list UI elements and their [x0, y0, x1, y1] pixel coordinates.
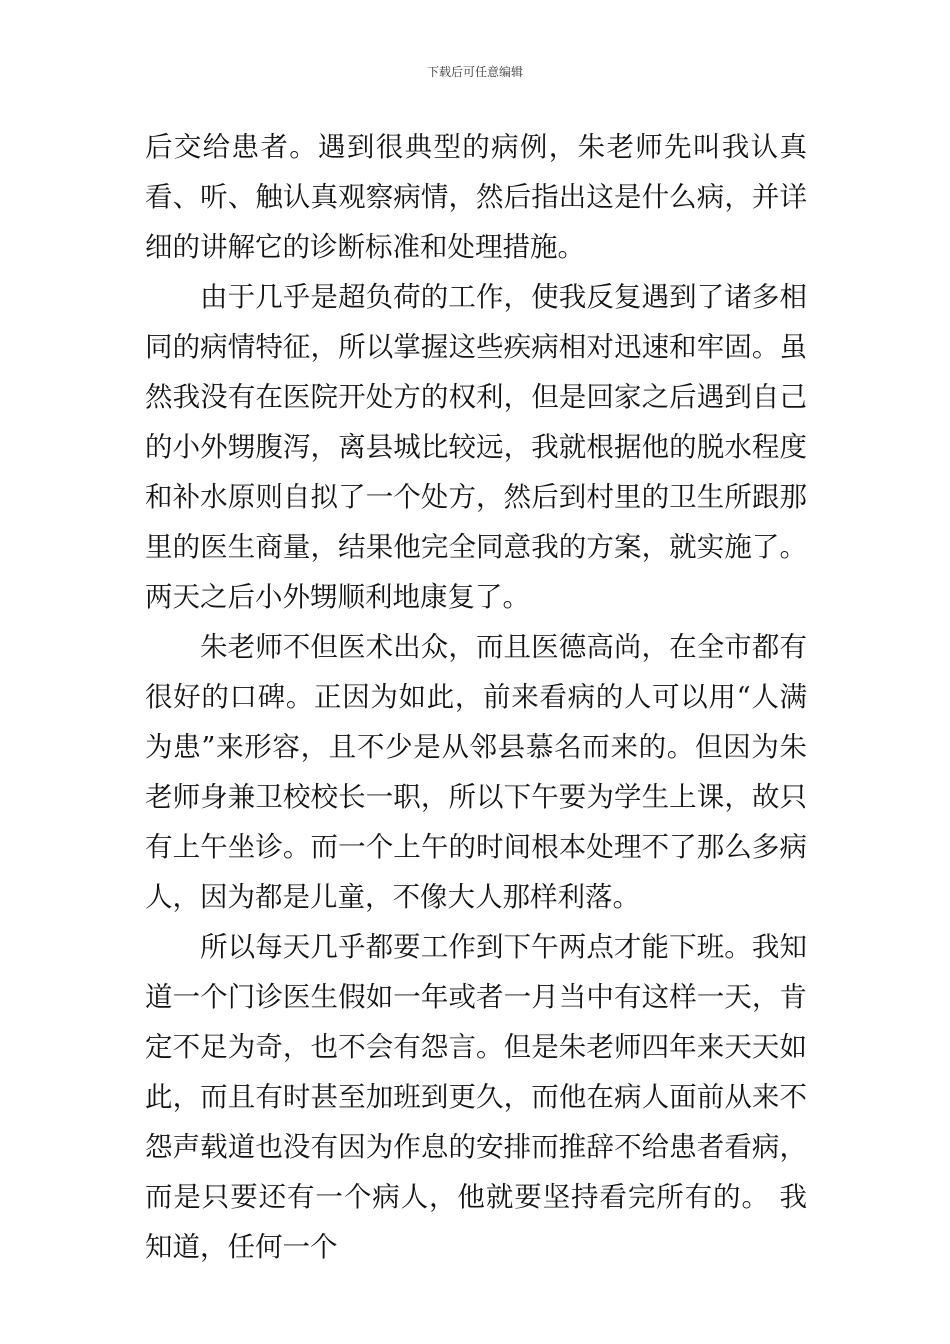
- paragraph-1: 后交给患者。遇到很典型的病例，朱老师先叫我认真看、听、触认真观察病情，然后指出这是什么病，并详细的讲解它的诊断标准和处理措施。: [145, 131, 807, 263]
- paragraph-4: 所以每天几乎都要工作到下午两点才能下班。我知道一个门诊医生假如一年或者一月当中有这样一天，肯定不足为奇，也不会有怨言。但是朱老师四年来天天如此，而且有时甚至加班到更久，而他在病人面前从来不怨声载道也没有因为作息的安排而推辞不给患者看病，而是只要还有一个病人，他就要坚持看完所有的。 我知道，任何一个: [145, 931, 807, 1263]
- page-header: 下载后可任意编辑: [426, 65, 523, 79]
- document-body: [145, 122, 807, 1272]
- paragraph-2: 由于几乎是超负荷的工作，使我反复遇到了诸多相同的病情特征，所以掌握这些疾病相对迅速和牢固。虽然我没有在医院开处方的权利，但是回家之后遇到自己的小外甥腹泻，离县城比较远，我就根据他的脱水程度和补水原则自拟了一个处方，然后到村里的卫生所跟那里的医生商量，结果他完全同意我的方案，就实施了。两天之后小外甥顺利地康复了。: [145, 281, 807, 613]
- paragraph-3: 朱老师不但医术出众，而且医德高尚，在全市都有很好的口碑。正因为如此，前来看病的人可以用“人满为患”来形容，且不少是从邻县慕名而来的。但因为朱老师身兼卫校校长一职，所以下午要为学生上课，故只有上午坐诊。而一个上午的时间根本处理不了那么多病人，因为都是儿童，不像大人那样利落。: [145, 631, 807, 913]
